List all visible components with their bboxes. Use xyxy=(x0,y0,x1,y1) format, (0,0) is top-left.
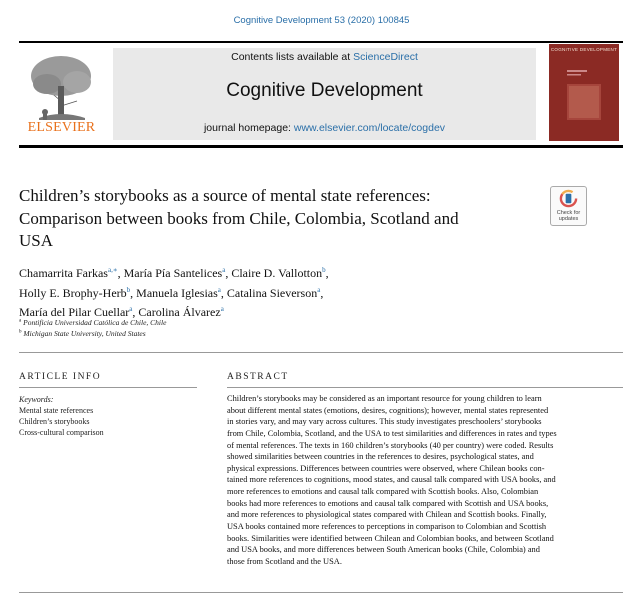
contents-line xyxy=(113,51,536,63)
author-affiliation-marker[interactable]: a xyxy=(317,285,321,294)
author-name[interactable]: Catalina Sieverson xyxy=(226,285,318,300)
article-title xyxy=(19,185,539,253)
keyword: Cross-cultural comparison xyxy=(19,428,104,437)
homepage-prefix: journal homepage: xyxy=(203,122,294,134)
abstract-line: about different mental states (emotions, desires, cognitions); however, mental states represented xyxy=(227,405,549,415)
top-divider xyxy=(19,41,623,43)
title-line: Comparison between books from Chile, Colombia, Scotland and xyxy=(19,208,459,228)
abstract-line: of mental references. The texts in 160 children’s storybooks (40 per country) were coded. Results xyxy=(227,440,554,450)
section-divider xyxy=(19,352,623,353)
badge-line: updates xyxy=(558,216,579,222)
abstract-divider xyxy=(227,387,623,388)
author-affiliation-marker[interactable]: a,∗ xyxy=(107,266,118,274)
author-affiliation-marker[interactable]: a xyxy=(220,305,224,313)
keywords-label: Keywords: xyxy=(19,395,54,404)
author-separator: , xyxy=(325,266,329,280)
author-list xyxy=(19,262,539,321)
author-separator: , xyxy=(117,266,124,280)
author-affiliation-marker[interactable]: a xyxy=(222,266,226,274)
cover-title: COGNITIVE DEVELOPMENT xyxy=(550,47,618,52)
author-name[interactable]: María Pía Santelices xyxy=(123,266,223,280)
check-updates-icon xyxy=(559,189,578,208)
publisher-wordmark: ELSEVIER xyxy=(27,120,96,135)
abstract-line: and more references to physiological states compared with Chilean and Scottish books. Finally, xyxy=(227,510,547,520)
keyword: Children’s storybooks xyxy=(19,417,90,426)
keyword: Mental state references xyxy=(19,406,94,415)
title-line: USA xyxy=(19,231,54,250)
abstract-line: books had more references to emotions and causal talk compared with Scottish and USA books, xyxy=(227,498,549,508)
abstract-line: from Chile, Colombia, Scotland, and the USA to test similarities and differences in rates and types xyxy=(227,428,557,438)
author-separator: , xyxy=(225,266,232,280)
homepage-link[interactable]: www.elsevier.com/locate/cogdev xyxy=(293,122,446,134)
author-name[interactable]: Carolina Álvarez xyxy=(138,305,221,319)
affiliation xyxy=(19,318,166,327)
abstract-line: showed similarities between countries in the references to desires, psychological states, and xyxy=(227,452,534,462)
author-name[interactable]: Holly E. Brophy-Herb xyxy=(19,285,127,300)
article-info-heading: ARTICLE INFO xyxy=(19,372,102,382)
author-affiliation-marker[interactable]: b xyxy=(322,266,326,274)
bottom-divider xyxy=(19,592,623,593)
affiliation-text: Michigan State University, United States xyxy=(23,329,146,338)
abstract-line: those from Scotland and the USA. xyxy=(227,556,342,566)
homepage-line xyxy=(113,122,536,134)
badge-line: Check for xyxy=(556,210,581,216)
journal-reference-link[interactable]: Cognitive Development 53 (2020) 100845 xyxy=(233,15,410,26)
author-name[interactable]: Claire D. Vallotton xyxy=(231,266,323,280)
journal-title: Cognitive Development xyxy=(226,80,423,101)
check-for-updates-label xyxy=(550,210,587,222)
header-bottom-divider xyxy=(19,145,623,148)
title-line: Children’s storybooks as a source of mental state references: xyxy=(19,186,431,205)
author-separator: , xyxy=(132,305,139,319)
author-affiliation-marker[interactable]: b xyxy=(126,285,131,294)
author-separator: , xyxy=(220,285,227,300)
abstract-line: physical expressions. Differences between countries were observed, where Chilean books con- xyxy=(227,463,545,473)
cover-art xyxy=(555,62,613,136)
author-name[interactable]: María del Pilar Cuellar xyxy=(19,305,130,319)
abstract-line: USA books contained more references to perceptions in comparison to Colombian and Scottish xyxy=(227,521,547,531)
abstract-heading: ABSTRACT xyxy=(227,372,289,382)
abstract-line: more references to emotions and causal talk compared with Scottish books. Also, Colombian xyxy=(227,487,539,496)
affiliation-marker: a xyxy=(19,318,22,324)
abstract-line: and USA books, and more differences between South American books (Chile, Colombia) and xyxy=(227,545,540,555)
author-affiliation-marker[interactable]: a xyxy=(129,305,133,313)
article-info-divider xyxy=(19,387,197,388)
author-affiliation-marker[interactable]: a xyxy=(217,285,221,294)
abstract-line: in stories vary, and may vary across cultures. This study investigates preschoolers’ storybooks xyxy=(227,417,542,427)
abstract-line: Children’s storybooks may be considered as an important resource for young children to learn xyxy=(227,394,542,403)
affiliation xyxy=(19,329,146,338)
contents-prefix: Contents lists available at xyxy=(231,51,354,63)
affiliation-text: Pontificia Universidad Católica de Chile, Chile xyxy=(23,318,167,327)
author-name[interactable]: Chamarrita Farkas xyxy=(19,266,108,280)
abstract-line: books. Similarities were identified between Chilean and Colombian books, and between Scotland xyxy=(227,533,554,543)
sciencedirect-link[interactable]: ScienceDirect xyxy=(353,51,418,63)
affiliation-marker: b xyxy=(19,329,22,335)
author-name[interactable]: Manuela Iglesias xyxy=(136,285,218,300)
author-separator: , xyxy=(130,285,137,300)
author-separator: , xyxy=(320,285,324,300)
abstract-text xyxy=(227,393,623,567)
abstract-line: tained more references to cognitions, mood states, and causal talk compared with USA books, and xyxy=(227,475,556,485)
